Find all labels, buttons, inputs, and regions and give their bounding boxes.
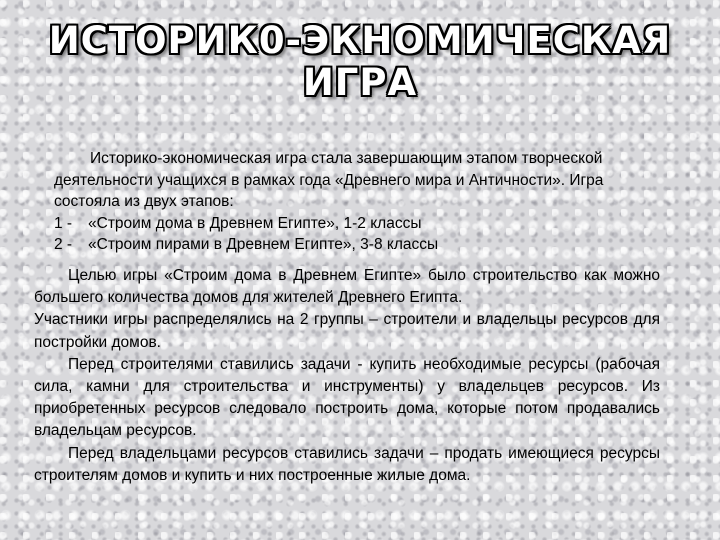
participants-paragraph: Участники игры распределялись на 2 группы – строители и владельцы ресурсов для постройки домов.	[34, 311, 660, 351]
stage-text-2: «Строим пирами в Древнем Египте», 3-8 классы	[88, 236, 439, 253]
stage-number-1: 1 -	[54, 214, 73, 232]
intro-paragraph: Историко-экономическая игра стала завершающим этапом творческой деятельности учащихся в рамках года «Древнего мира и Античности». Игра состояла из двух этапов:	[54, 150, 604, 210]
main-text	[34, 265, 660, 487]
stage-text-1: «Строим дома в Древнем Египте», 1-2 классы	[88, 214, 422, 232]
title-line-1: ИСТОРИК0-ЭКНОМИЧЕСКАЯ	[48, 19, 672, 62]
slide-title	[0, 20, 720, 104]
title-line-2: ИГРА	[302, 61, 418, 104]
owners-tasks-paragraph: Перед владельцами ресурсов ставились задачи – продать имеющиеся ресурсы строителям домов и купить и них построенные жилые дома.	[34, 444, 660, 484]
stage-number-2: 2 -	[54, 236, 73, 253]
stage-item-1	[54, 213, 644, 235]
builders-tasks-paragraph: Перед строителями ставились задачи - купить необходимые ресурсы (рабочая сила, камни для строительства и инструменты) у владельцев ресурсов. Из приобретенных ресурсов следовало построить дома, которые потом продавались владельцам ресурсов.	[34, 355, 660, 440]
stage-item-2	[54, 234, 644, 256]
intro-block	[54, 148, 644, 256]
goal-paragraph: Целью игры «Строим дома в Древнем Египте» было строительство как можно большего количества домов для жителей Древнего Египта.	[34, 267, 660, 307]
